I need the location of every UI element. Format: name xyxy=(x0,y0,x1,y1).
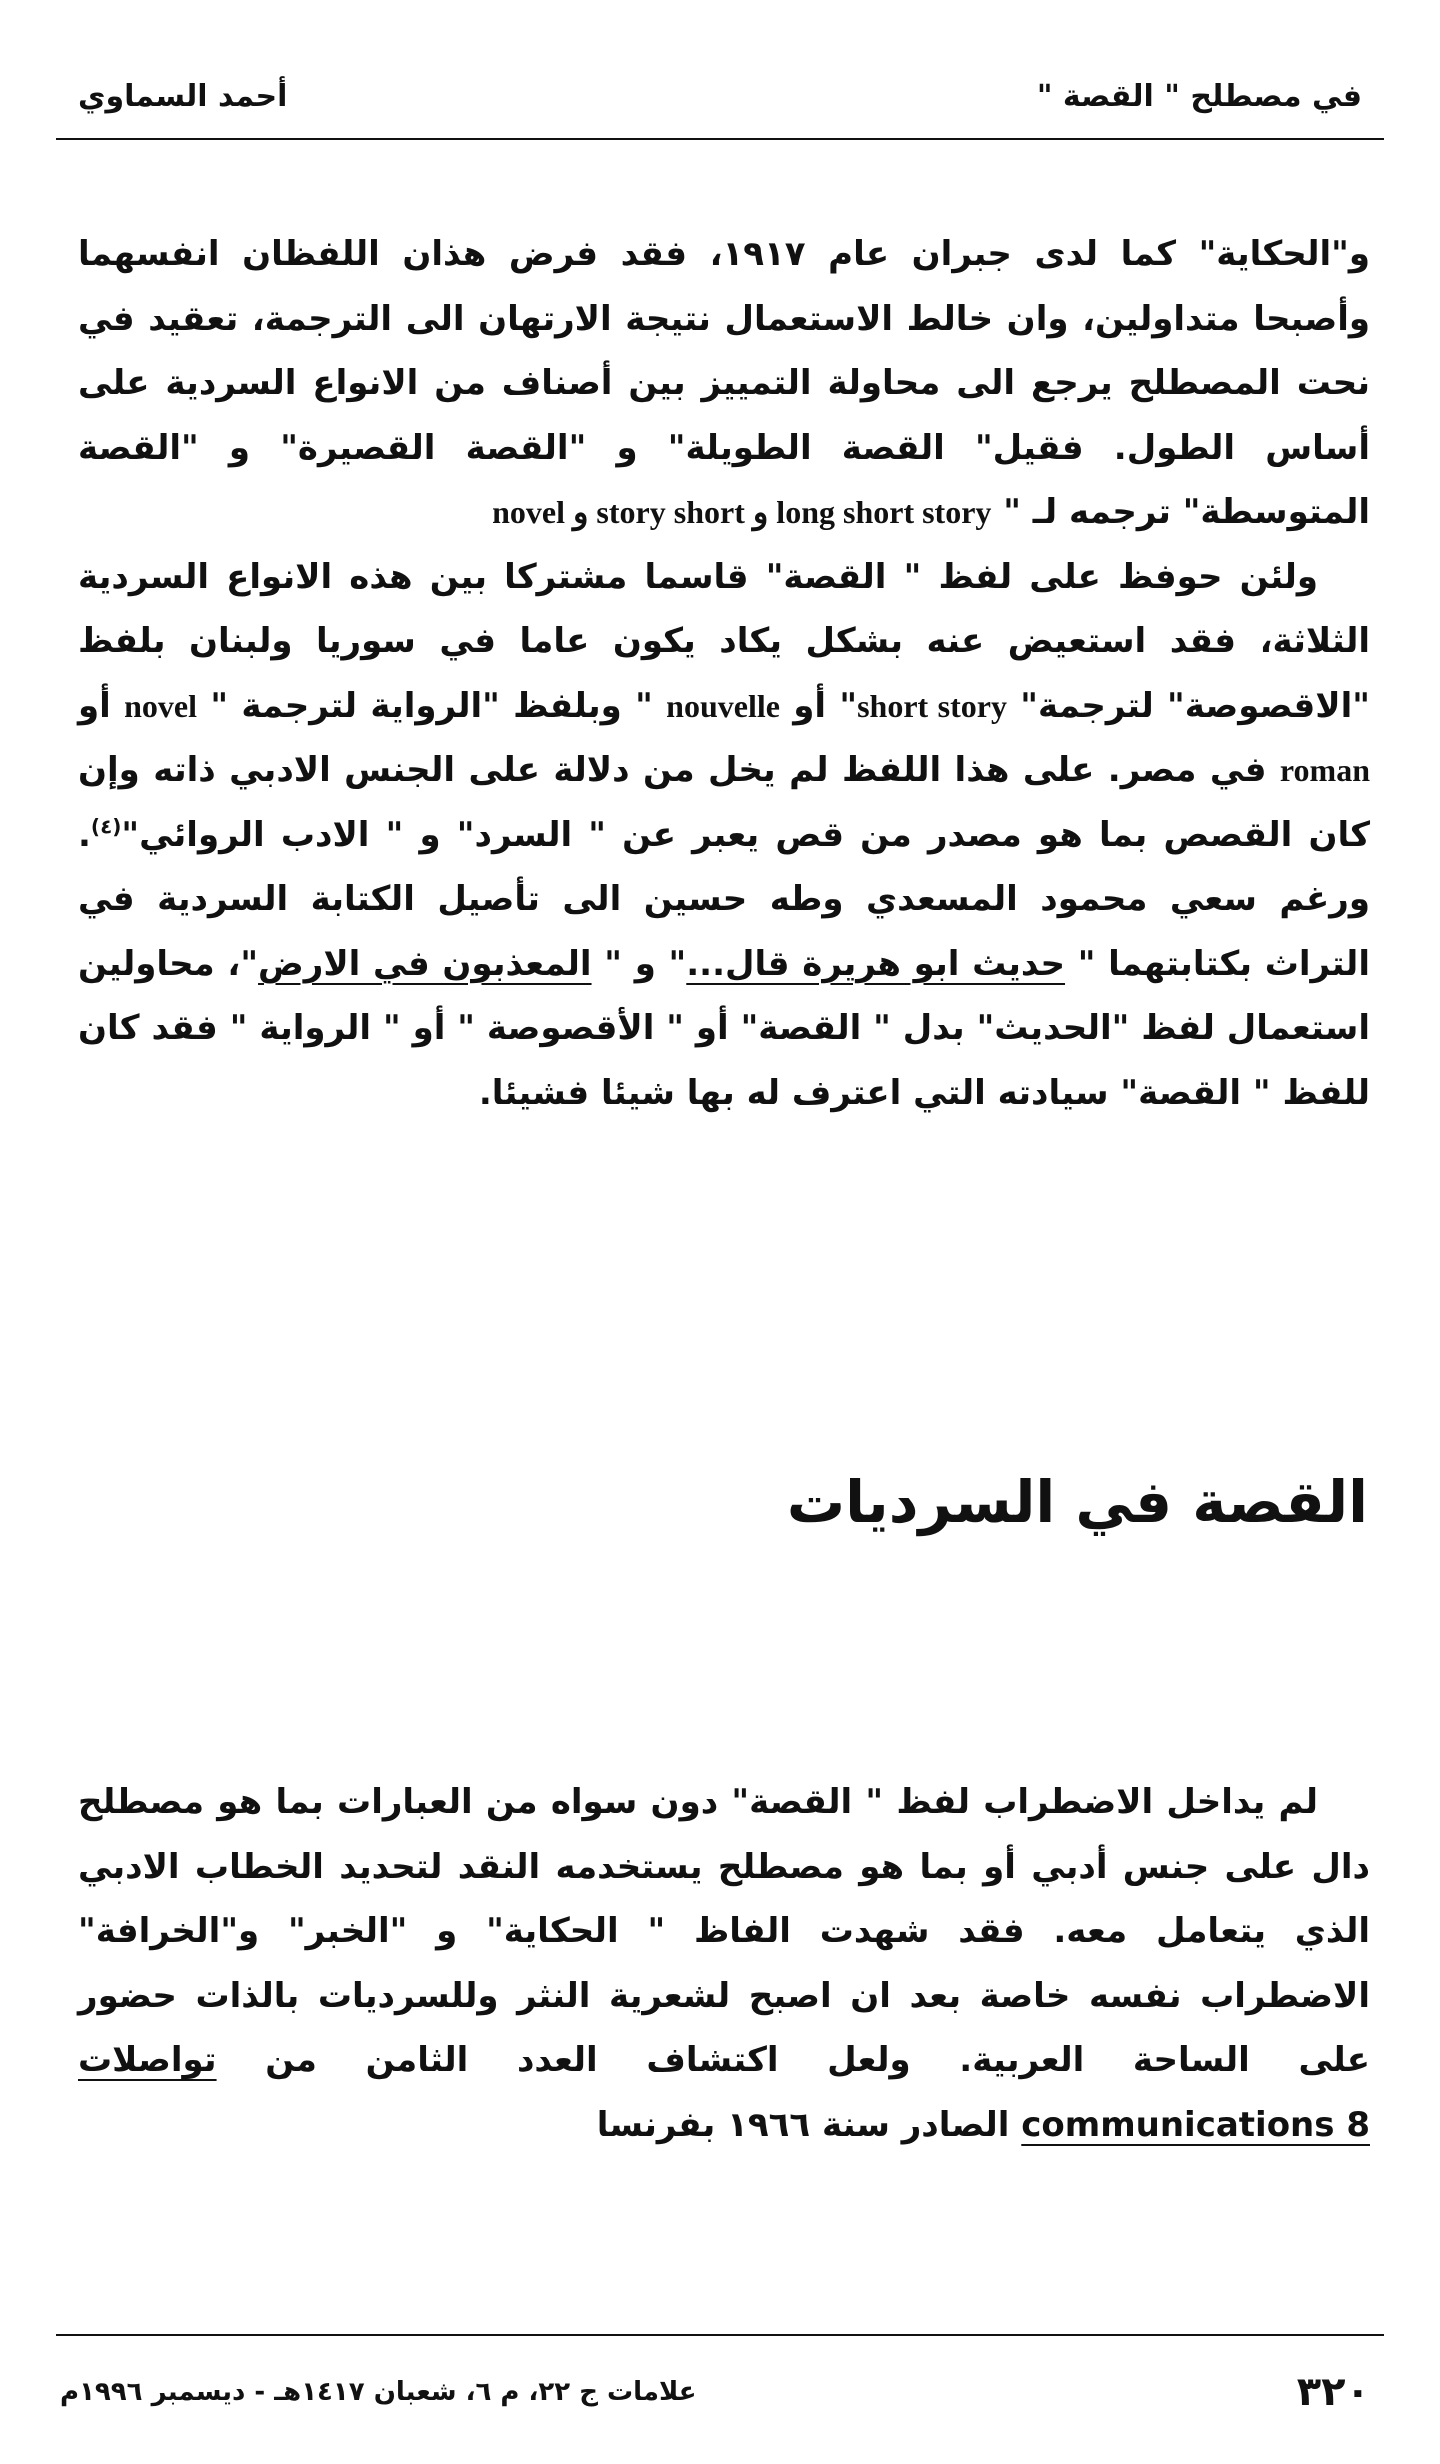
underlined-title-2: المعذبون في الارض xyxy=(258,943,592,984)
paragraph-1-latin-terms: novel و story short و long short story xyxy=(492,494,992,530)
paragraph-1-text: و"الحكاية" كما لدى جبران عام ١٩١٧، فقد فرض هذان اللفظان انفسهما وأصبحا متداولين، وان خالط الاستعمال نتيجة الارتهان الى الترجمة، تعقيد في نحت المصطلح يرجع الى محاولة التمييز بين أصناف من الانواع السردية على أساس الطول. فقيل" القصة الطويلة" و "القصة القصيرة" و "القصة المتوسطة" ترجمه لـ " xyxy=(78,234,1370,532)
paragraph-2-text-b: " أو xyxy=(779,685,858,726)
latin-term-roman: roman xyxy=(1279,752,1370,788)
paragraph-2-text-f: . ورغم سعي محمود المسعدي وطه حسين الى تأصيل الكتابة السردية في التراث بكتابتهما " xyxy=(78,814,1370,984)
latin-term-novel: novel xyxy=(124,687,197,724)
header-rule xyxy=(56,138,1384,140)
paragraph-2-text-a: ولئن حوفظ على لفظ " القصة" قاسما مشتركا بين هذه الانواع السردية الثلاثة، فقد استعيض عنه بشكل يكاد يكون عاما في سوريا ولبنان بلفظ "الاقصوصة" لترجمة" xyxy=(78,556,1370,726)
section-heading: القصة في السرديات xyxy=(786,1468,1368,1536)
paragraph-3-text-a: لم يداخل الاضطراب لفظ " القصة" دون سواه من العبارات بما هو مصطلح دال على جنس أدبي أو بما هو مصطلح يستخدمه النقد لتحديد الخطاب الادبي الذي يتعامل معه. فقد شهدت الفاظ " الحكاية" و "الخبر" و"الخرافة" الاضطراب نفسه خاصة بعد ان اصبح لشعرية النثر وللسرديات بالذات حضور على الساحة العربية. ولعل اكتشاف العدد الثامن من xyxy=(78,1782,1370,2080)
paragraph-2-text-h: "، محاولين استعمال لفظ "الحديث" بدل " القصة" أو " الأقصوصة " أو " الرواية " فقد كان للفظ " القصة" سيادته التي اعترف له بها شيئا فشيئا. xyxy=(78,943,1370,1113)
latin-term-nouvelle: nouvelle xyxy=(666,687,780,724)
latin-term-short-story: short story xyxy=(857,687,1007,724)
underlined-title-3: تواصلات communications 8 xyxy=(78,2040,1370,2145)
footer-rule xyxy=(56,2334,1384,2336)
paragraph-3 xyxy=(78,1770,1370,2157)
paragraph-2 xyxy=(78,545,1370,1126)
running-header xyxy=(78,66,1362,126)
paragraph-2-text-g: " و " xyxy=(591,943,687,984)
footnote-marker: (٤) xyxy=(90,814,122,839)
paragraph-3-text-b: الصادر سنة ١٩٦٦ بفرنسا xyxy=(596,2104,1022,2145)
page-number: ٣٢٠ xyxy=(1296,2369,1370,2415)
paragraph-1 xyxy=(78,222,1370,545)
paragraph-2-text-c: " وبلفظ "الرواية لترجمة " xyxy=(197,685,667,726)
header-section-title: في مصطلح " القصة " xyxy=(1036,78,1362,114)
paragraph-2-text-e: في مصر. على هذا اللفظ لم يخل من دلالة على الجنس الادبي ذاته وإن كان القصص بما هو مصدر من قص يعبر عن " السرد" و " الادب الروائي" xyxy=(78,750,1370,855)
body-text-bottom xyxy=(78,1770,1370,2157)
running-footer xyxy=(60,2362,1370,2422)
paragraph-2-text-d: أو xyxy=(78,685,125,726)
body-text-top xyxy=(78,222,1370,1125)
underlined-title-1: حديث ابو هريرة قال... xyxy=(686,943,1066,984)
journal-citation: علامات ج ٢٢، م ٦، شعبان ١٤١٧هـ - ديسمبر ١٩٩٦م xyxy=(60,2377,697,2407)
header-author: أحمد السماوي xyxy=(78,78,288,114)
